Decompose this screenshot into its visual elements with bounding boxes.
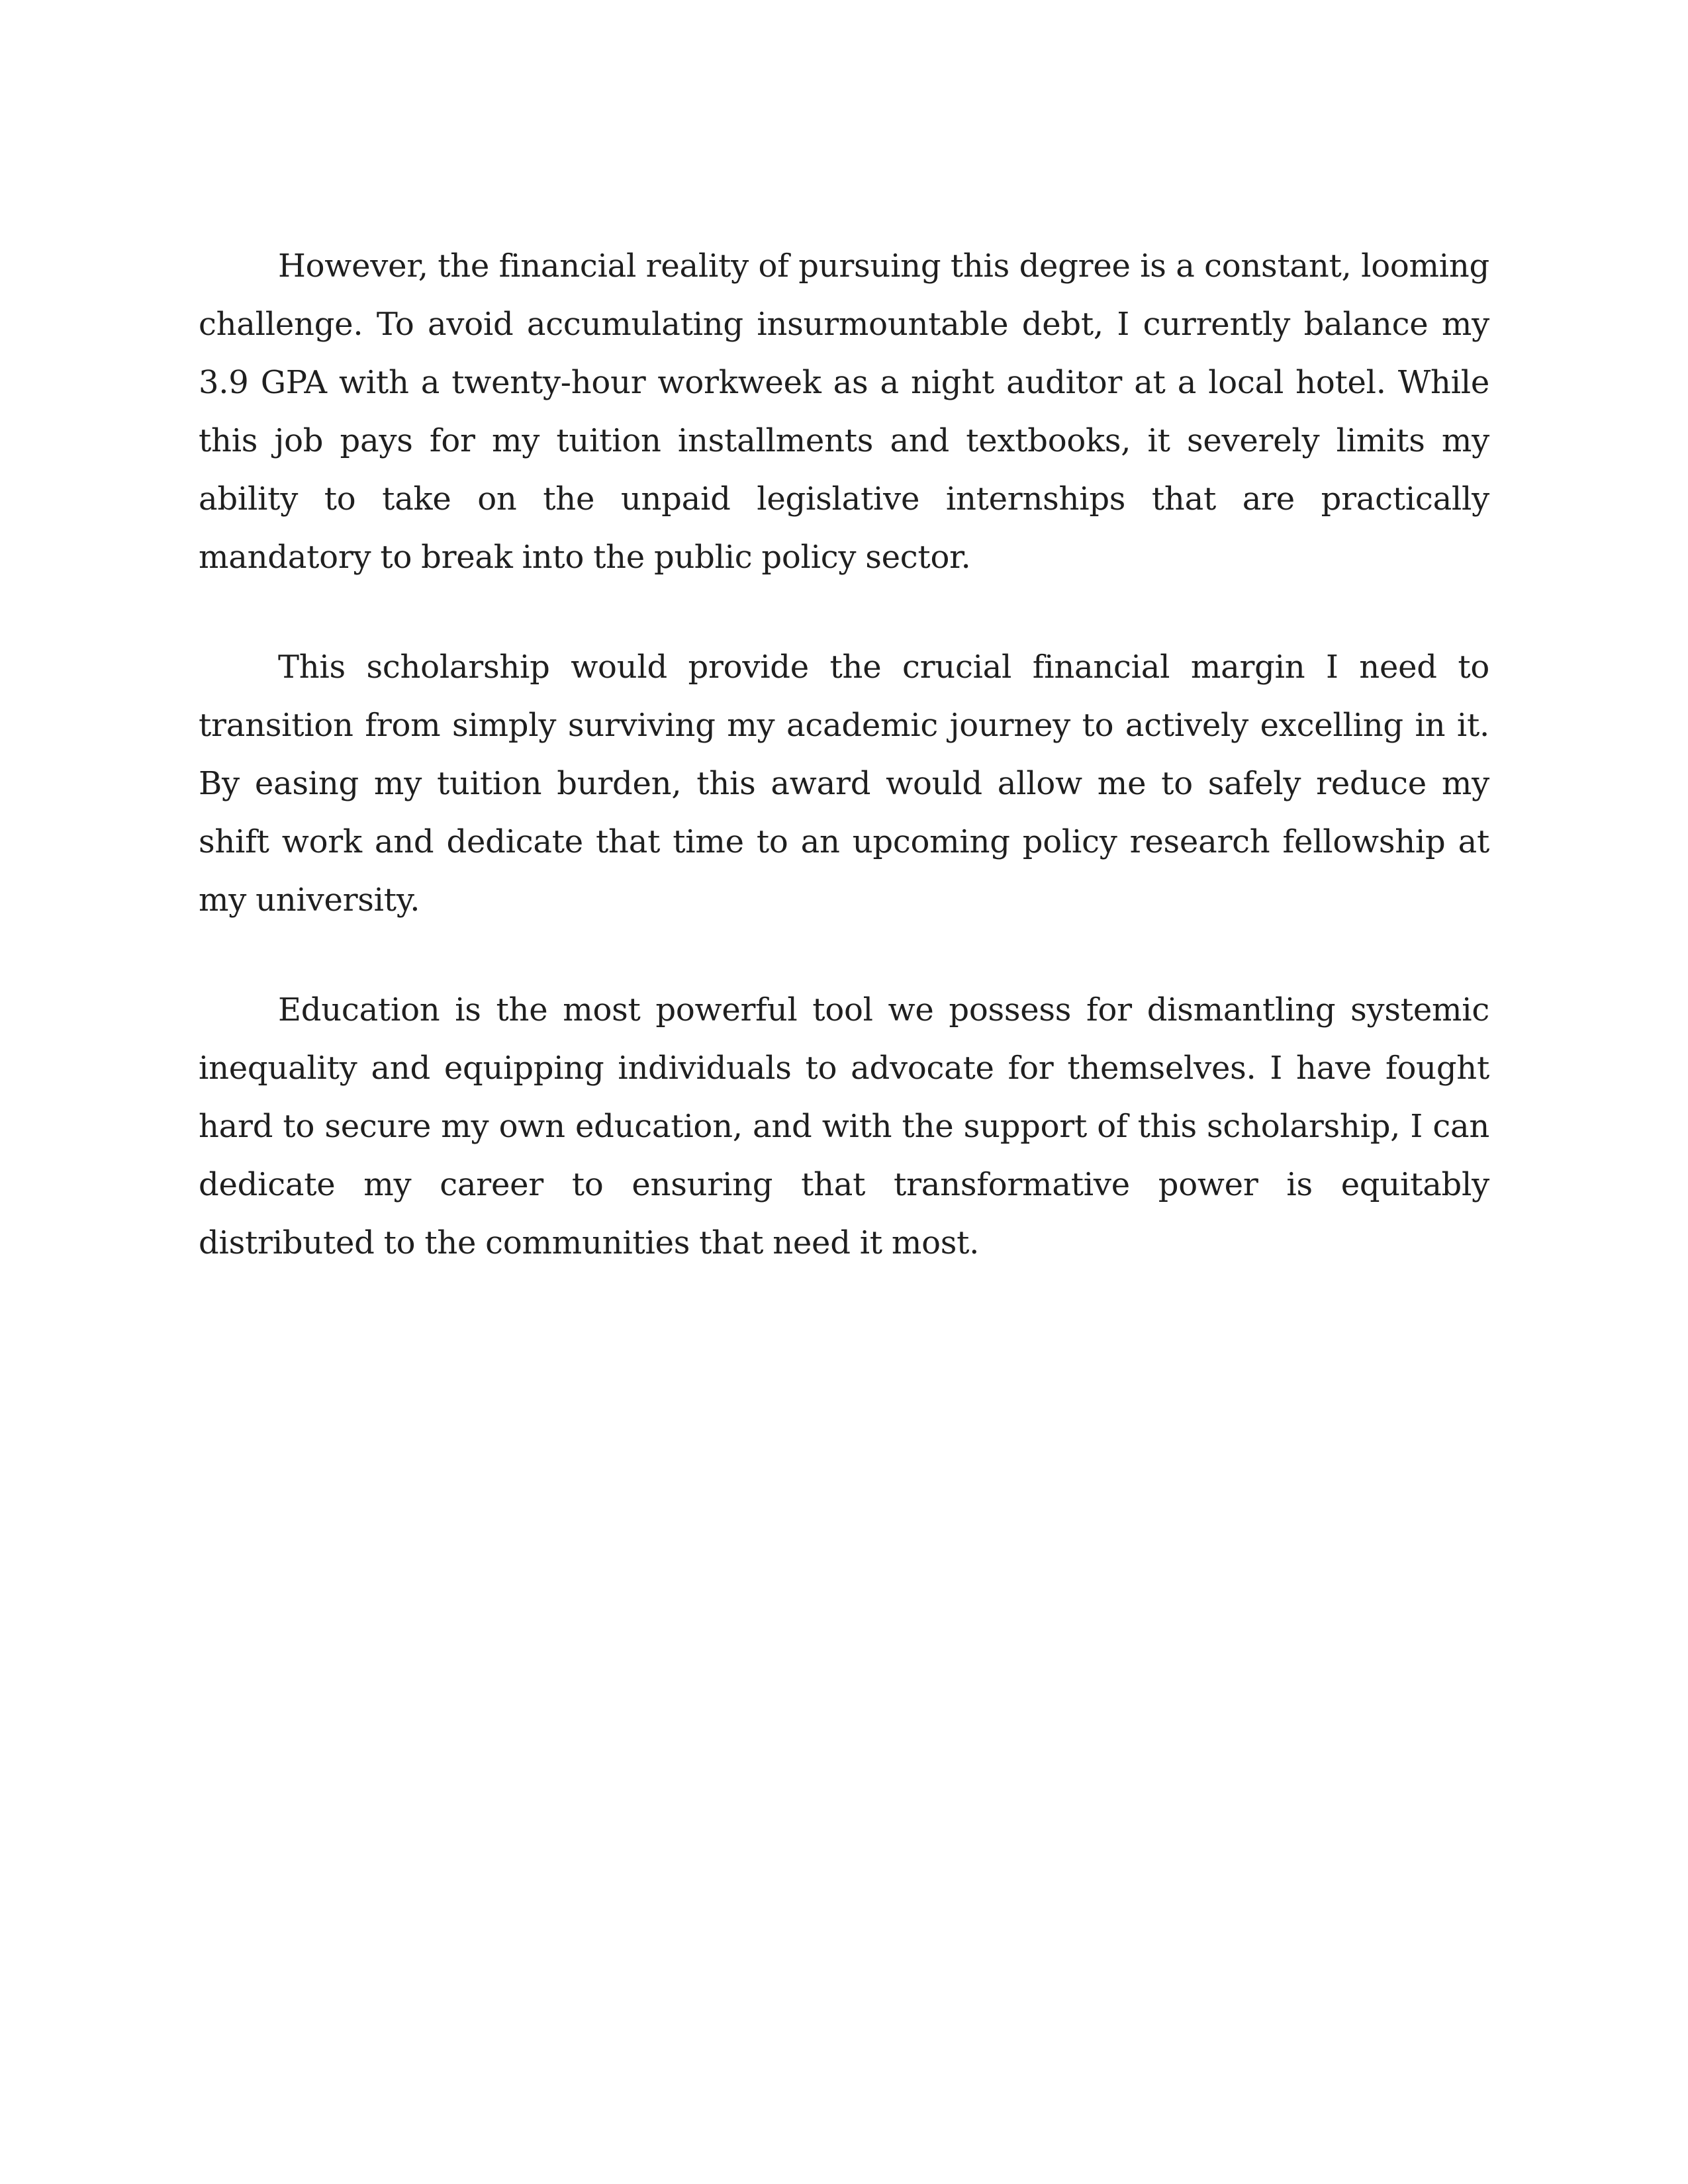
document-body	[199, 237, 1489, 1272]
paragraph-scholarship-impact: This scholarship would provide the crucial financial margin I need to transition from simply surviving my academic journey to actively excelling in it. By easing my tuition burden, this award would allow me to safely reduce my shift work and dedicate that time to an upcoming policy research fellowship at my university.	[199, 649, 1489, 919]
paragraph-education-closing: Education is the most powerful tool we possess for dismantling systemic inequality and equipping individuals to advocate for themselves. I have fought hard to secure my own education, and with the support of this scholarship, I can dedicate my career to ensuring that transformative power is equitably distributed to the communities that need it most.	[199, 991, 1489, 1261]
paragraph-financial-reality: However, the financial reality of pursuing this degree is a constant, looming challenge. To avoid accumulating insurmountable debt, I currently balance my 3.9 GPA with a twenty-hour workweek as a night auditor at a local hotel. While this job pays for my tuition installments and textbooks, it severely limits my ability to take on the unpaid legislative internships that are practically mandatory to break into the public policy sector.	[199, 248, 1489, 576]
